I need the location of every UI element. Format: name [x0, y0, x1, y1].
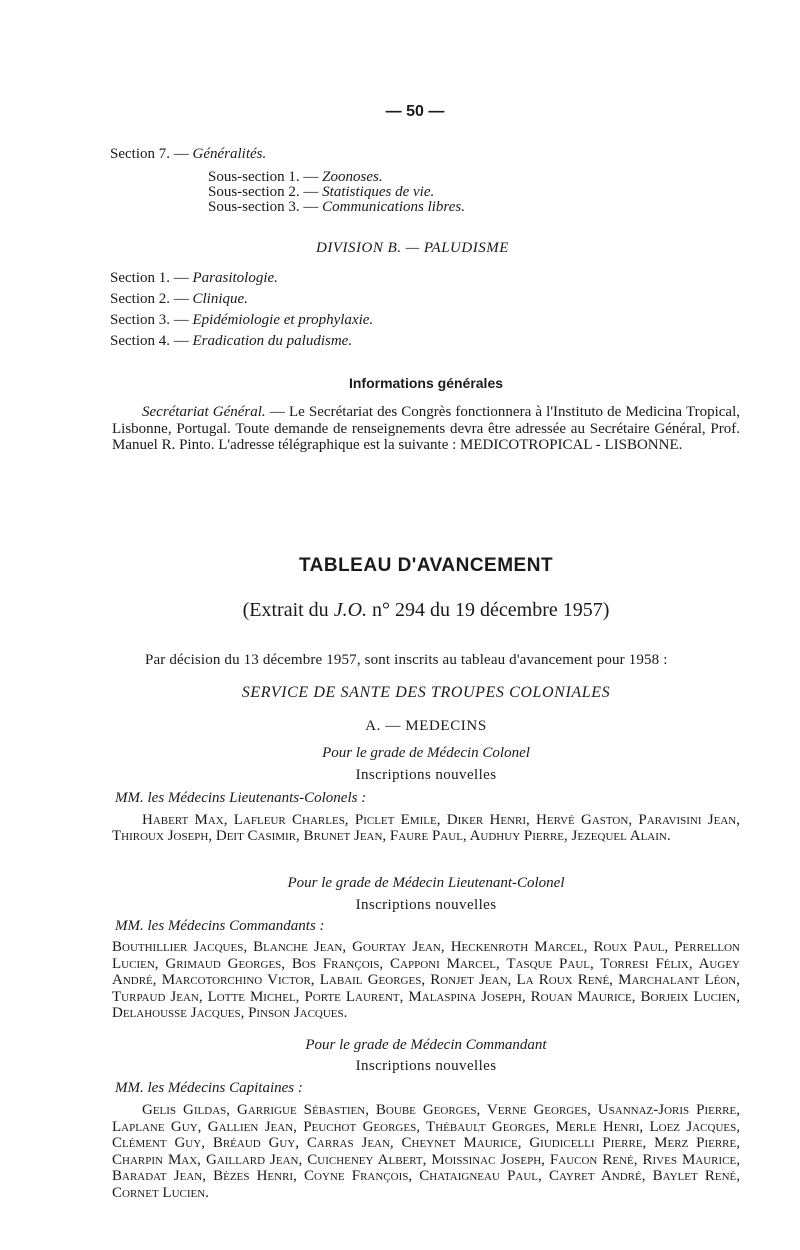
grade-lt-colonel-group: MM. les Médecins Commandants : [115, 918, 325, 934]
subsection-3 [208, 199, 465, 216]
subsection-label: Sous-section 2. — [208, 184, 319, 200]
section-7-line [110, 146, 266, 163]
section-title: Clinique. [192, 291, 248, 307]
grade-commandant-group: MM. les Médecins Capitaines : [115, 1080, 303, 1096]
grade-lt-colonel-names: Bouthillier Jacques, Blanche Jean, Gourtay Jean, Heckenroth Marcel, Roux Paul, Perrellon Lucien, Grimaud Georges, Bos François, Capponi Marcel, Tasque Paul, Torresi Félix, Augey André, Marcotorchino Victor, Labail Georges, Ronjet Jean, La Roux René, Marchalant Léon, Turpaud Jean, Lotte Michel, Porte Laurent, Malaspina Joseph, Rouan Maurice, Borjeix Lucien, Delahousse Jacques, Pinson Jacques. [112, 939, 740, 1021]
subsection-title: Communications libres. [322, 199, 465, 215]
subsection-label: Sous-section 1. — [208, 169, 319, 185]
grade-lt-colonel-title: Pour le grade de Médecin Lieutenant-Colonel [287, 875, 565, 891]
extrait-part-b: n° 294 du 19 décembre 1957) [367, 599, 610, 621]
division-b-section-1 [110, 270, 278, 287]
tableau-decision: Par décision du 13 décembre 1957, sont inscrits au tableau d'avancement pour 1958 : [145, 652, 668, 668]
division-b-section-2 [110, 291, 248, 308]
extrait-jo: J.O. [333, 599, 368, 621]
informations-heading: Informations générales [348, 375, 504, 391]
subdivision-title: A. — MEDECINS [365, 718, 487, 734]
grade-colonel-names: Habert Max, Lafleur Charles, Piclet Emile, Diker Henri, Hervé Gaston, Paravisini Jean, Thiroux Joseph, Deit Casimir, Brunet Jean, Faure Paul, Audhuy Pierre, Jezequel Alain. [112, 812, 740, 844]
division-b-title: DIVISION B. — PALUDISME [316, 240, 509, 256]
section-label: Section 4. — [110, 333, 189, 349]
section-title: Epidémiologie et prophylaxie. [192, 312, 374, 328]
grade-colonel-group: MM. les Médecins Lieutenants-Colonels : [115, 790, 367, 806]
extrait-part-a: (Extrait du [242, 599, 334, 621]
grade-commandant-inscriptions: Inscriptions nouvelles [355, 1058, 497, 1074]
informations-paragraph [112, 404, 740, 454]
grade-lt-colonel-inscriptions: Inscriptions nouvelles [355, 897, 497, 913]
division-b-section-3 [110, 312, 373, 329]
subsection-title: Zoonoses. [322, 169, 383, 185]
grade-commandant-title: Pour le grade de Médecin Commandant [305, 1037, 547, 1053]
grade-colonel-title: Pour le grade de Médecin Colonel [322, 745, 530, 761]
grade-colonel-inscriptions: Inscriptions nouvelles [355, 767, 497, 783]
section-label: Section 3. — [110, 312, 189, 328]
section-label: Section 1. — [110, 270, 189, 286]
section-label: Section 2. — [110, 291, 189, 307]
tableau-extrait [112, 599, 740, 621]
section-title: Eradication du paludisme. [192, 333, 353, 349]
subsection-title: Statistiques de vie. [322, 184, 435, 200]
section-7-label: Section 7. — [110, 146, 189, 162]
section-title: Parasitologie. [192, 270, 278, 286]
tableau-title: TABLEAU D'AVANCEMENT [298, 555, 554, 576]
informations-label: Secrétariat Général. [142, 404, 266, 420]
section-7-title: Généralités. [192, 146, 267, 162]
grade-commandant-names: Gelis Gildas, Garrigue Sébastien, Boube Georges, Verne Georges, Usannaz-Joris Pierre, Laplane Guy, Gallien Jean, Peuchot Georges, Thébault Georges, Merle Henri, Loez Jacques, Clément Guy, Bréaud Guy, Carras Jean, Cheynet Maurice, Giudicelli Pierre, Merz Pierre, Charpin Max, Gaillard Jean, Cuicheney Albert, Moissinac Joseph, Faucon René, Rives Maurice, Baradat Jean, Bèzes Henri, Coyne François, Chataigneau Paul, Cayret André, Baylet René, Cornet Lucien. [112, 1102, 740, 1201]
division-b-section-4 [110, 333, 352, 350]
page-number: — 50 — [385, 103, 445, 120]
service-title: SERVICE DE SANTE DES TROUPES COLONIALES [241, 684, 611, 701]
informations-text: — Le Secrétariat des Congrès fonctionnera à l'Instituto de Medicina Tropical, Lisbonne, Portugal. Toute demande de renseignements devra être adressée au Secrétaire Général, Prof. Manuel R. Pinto. L'adresse télégraphique est la suivante : MEDICOTROPICAL - LISBONNE. [112, 404, 740, 453]
subsection-label: Sous-section 3. — [208, 199, 319, 215]
